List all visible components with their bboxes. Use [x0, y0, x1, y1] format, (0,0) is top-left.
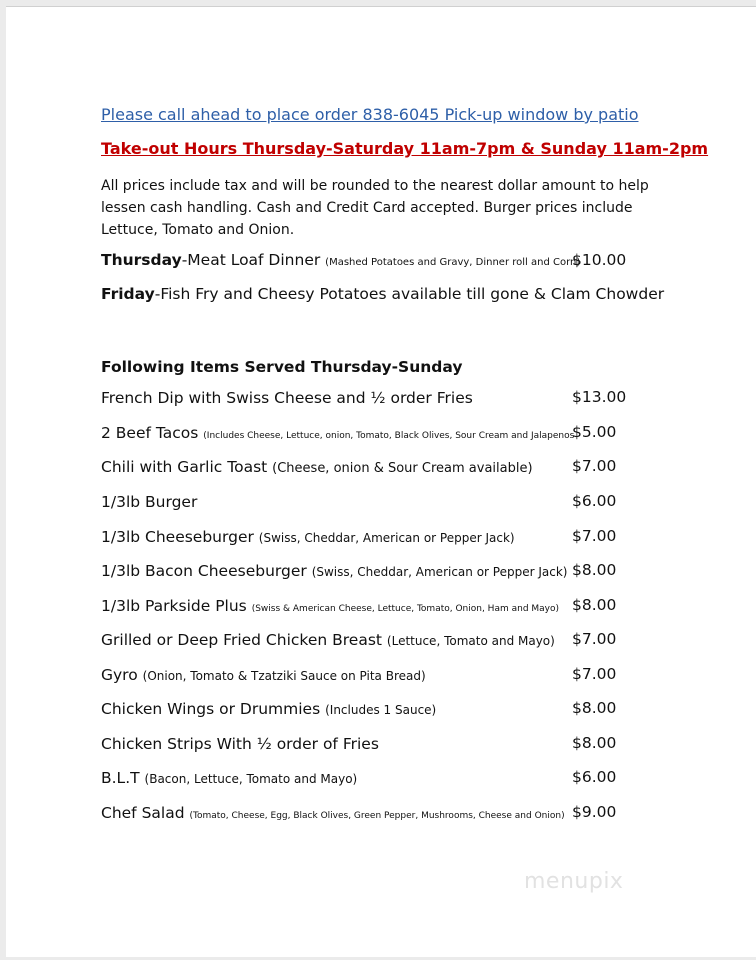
item-price: $8.00: [572, 734, 617, 752]
pricing-notes: All prices include tax and will be rounded to the nearest dollar amount to help lessen cash handling. Cash and Credit Card accepted. Burger prices include Lettuce, Tomato and Onion.: [101, 178, 649, 238]
item-note: (Includes 1 Sauce): [325, 703, 437, 717]
special-day: Friday: [101, 285, 155, 303]
item-name: 1/3lb Parkside Plus: [101, 597, 252, 615]
special-dish: -Meat Loaf Dinner: [181, 251, 326, 269]
friday-special: [101, 285, 664, 303]
menu-item: [101, 699, 661, 723]
menu-item: [101, 423, 661, 447]
special-dish: -Fish Fry and Cheesy Potatoes available till gone & Clam Chowder: [154, 285, 665, 303]
menu-page: [6, 6, 756, 957]
item-price: $8.00: [572, 699, 617, 717]
item-name: Gyro: [101, 666, 143, 684]
menu-item: [101, 630, 661, 654]
item-price: $9.00: [572, 803, 617, 821]
item-name: B.L.T: [101, 769, 145, 787]
takeout-hours-line: Take-out Hours Thursday-Saturday 11am-7pm & Sunday 11am-2pm: [101, 139, 709, 158]
item-price: $8.00: [572, 561, 617, 579]
item-note: (Tomato, Cheese, Egg, Black Olives, Green Pepper, Mushrooms, Cheese and Onion): [189, 811, 565, 821]
item-note: (Includes Cheese, Lettuce, onion, Tomato, Black Olives, Sour Cream and Jalapenos: [203, 431, 575, 441]
menu-item: [101, 768, 661, 792]
item-name: 1/3lb Burger: [101, 493, 198, 511]
menu-item: [101, 665, 661, 689]
item-name: Chef Salad: [101, 804, 190, 822]
item-price: $13.00: [572, 388, 627, 406]
item-note: (Onion, Tomato & Tzatziki Sauce on Pita Bread): [142, 669, 426, 683]
item-price: $7.00: [572, 665, 617, 683]
item-price: $7.00: [572, 457, 617, 475]
item-price: $6.00: [572, 768, 617, 786]
menu-item: [101, 388, 661, 412]
menu-item: [101, 492, 661, 516]
item-name: Grilled or Deep Fried Chicken Breast: [101, 631, 387, 649]
thursday-special-price: $10.00: [572, 251, 627, 269]
item-note: (Swiss & American Cheese, Lettuce, Tomato, Onion, Ham and Mayo): [251, 604, 560, 614]
call-ahead-line: Please call ahead to place order 838-6045 Pick-up window by patio: [101, 105, 639, 124]
item-name: 1/3lb Cheeseburger: [101, 528, 259, 546]
menu-item: [101, 596, 661, 620]
item-name: Chicken Strips With ½ order of Fries: [101, 735, 379, 753]
item-note: (Cheese, onion & Sour Cream available): [272, 461, 533, 476]
thursday-special: [101, 251, 580, 269]
special-day: Thursday: [101, 251, 182, 269]
item-price: $5.00: [572, 423, 617, 441]
menu-item: [101, 803, 661, 827]
item-name: Chicken Wings or Drummies: [101, 700, 326, 718]
item-name: 2 Beef Tacos: [101, 424, 204, 442]
item-note: (Swiss, Cheddar, American or Pepper Jack): [258, 531, 515, 545]
item-note: (Lettuce, Tomato and Mayo): [386, 634, 555, 648]
item-price: $6.00: [572, 492, 617, 510]
menu-item: [101, 561, 661, 585]
item-price: $8.00: [572, 596, 617, 614]
special-note: (Mashed Potatoes and Gravy, Dinner roll and Corn): [325, 257, 581, 268]
item-name: French Dip with Swiss Cheese and ½ order Fries: [101, 389, 473, 407]
item-price: $7.00: [572, 527, 617, 545]
menu-item: [101, 734, 661, 758]
menupix-watermark: menupix: [524, 869, 624, 894]
item-note: (Bacon, Lettuce, Tomato and Mayo): [144, 772, 358, 786]
item-name: 1/3lb Bacon Cheeseburger: [101, 562, 312, 580]
menu-item: [101, 527, 661, 551]
item-name: Chili with Garlic Toast: [101, 458, 273, 476]
item-price: $7.00: [572, 630, 617, 648]
menu-item: [101, 457, 661, 481]
item-note: (Swiss, Cheddar, American or Pepper Jack): [311, 565, 568, 579]
section-title: Following Items Served Thursday-Sunday: [101, 358, 463, 376]
